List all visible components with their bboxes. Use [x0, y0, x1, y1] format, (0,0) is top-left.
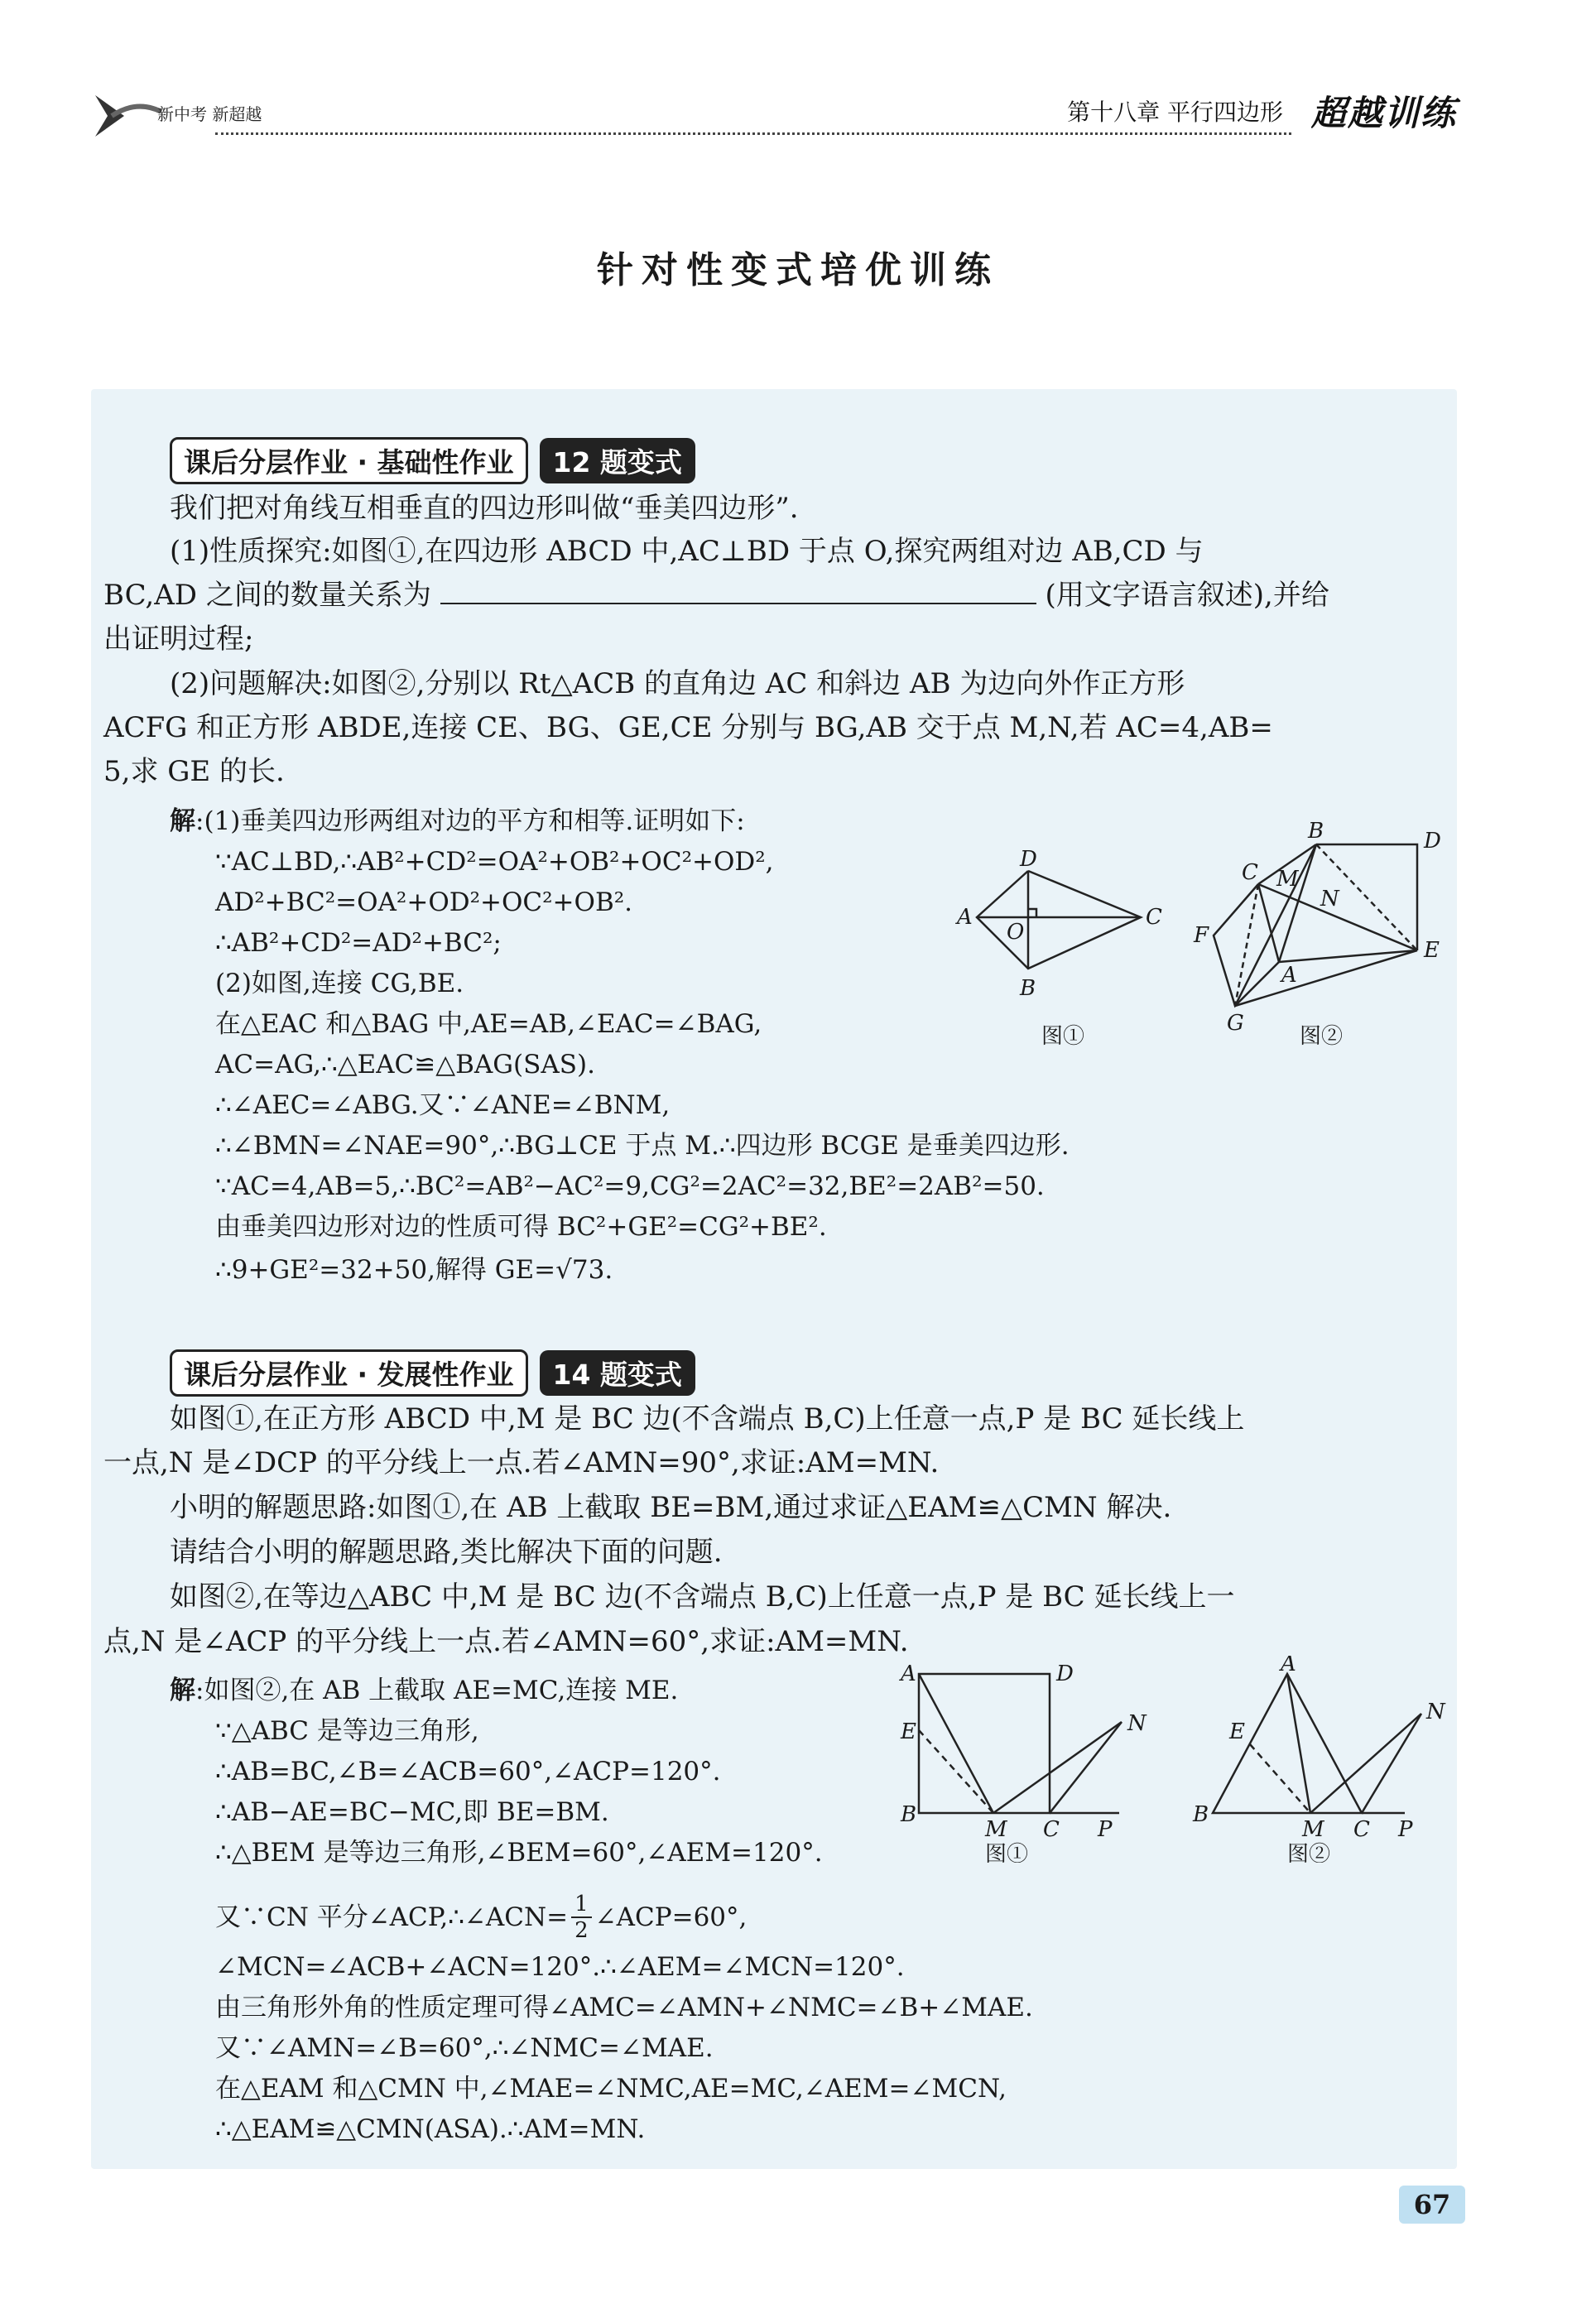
solution1-line — [170, 801, 745, 841]
label-e: E — [901, 1719, 916, 1744]
solution2-line: ∵△ABC 是等边三角形, — [215, 1716, 479, 1746]
fraction-numerator: 1 — [574, 1892, 589, 1916]
brand-name: 新中考 新超越 — [157, 104, 262, 124]
label-d: D — [1424, 829, 1441, 854]
chapter-title: 第十八章 平行四边形 — [1067, 99, 1283, 126]
label-o: O — [1007, 920, 1025, 945]
section2-label — [170, 1349, 695, 1397]
fraction-denominator: 2 — [571, 1916, 592, 1943]
solution1-line: ∴∠BMN=∠NAE=90°,∴BG⊥CE 于点 M.∴四边形 BCGE 是垂美四边形. — [215, 1131, 1070, 1161]
problem1-line: (2)问题解决:如图②,分别以 Rt△ACB 的直角边 AC 和斜边 AB 为边向外作正方形 — [170, 667, 1185, 700]
label-a: A — [901, 1662, 916, 1686]
label-f: F — [1194, 923, 1209, 948]
section1-badge: 12 题变式 — [540, 438, 695, 483]
solution2-line: ∠MCN=∠ACB+∠ACN=120°.∴∠AEM=∠MCN=120°. — [215, 1952, 905, 1982]
problem2-line: 一点,N 是∠DCP 的平分线上一点.若∠AMN=90°,求证:AM=MN. — [103, 1446, 940, 1479]
problem2-line: 请结合小明的解题思路,类比解决下面的问题. — [170, 1536, 723, 1569]
section1-label — [170, 437, 695, 484]
label-n: N — [1320, 887, 1339, 911]
problem1-text: BC,AD 之间的数量关系为 — [103, 579, 431, 612]
solution2-line: ∴AB=BC,∠B=∠ACB=60°,∠ACP=120°. — [215, 1757, 721, 1787]
solution2-line: 又∵∠AMN=∠B=60°,∴∠NMC=∠MAE. — [215, 2033, 714, 2063]
problem2-line: 如图①,在正方形 ABCD 中,M 是 BC 边(不含端点 B,C)上任意一点,P 是 BC 延长线上 — [170, 1402, 1245, 1436]
solution2-line — [215, 1892, 747, 1943]
label-b: B — [1308, 820, 1324, 844]
problem1-line: (1)性质探究:如图①,在四边形 ABCD 中,AC⊥BD 于点 O,探究两组对边 AB,CD 与 — [170, 535, 1204, 568]
figure1-caption: 图① — [1041, 1024, 1085, 1049]
fraction-half — [571, 1892, 592, 1943]
solution-text: :(1)垂美四边形两组对边的平方和相等.证明如下: — [195, 806, 745, 836]
section1-tag: 课后分层作业 · 基础性作业 — [170, 437, 528, 484]
solution1-line: ∴9+GE²=32+50,解得 GE=√73. — [215, 1255, 613, 1285]
label-n: N — [1426, 1700, 1445, 1724]
solution2-line: ∴△BEM 是等边三角形,∠BEM=60°,∠AEM=120°. — [215, 1838, 823, 1868]
figure2-squares — [1184, 820, 1457, 1060]
figure2-caption: 图② — [1300, 1024, 1344, 1049]
solution1-line: 在△EAC 和△BAG 中,AE=AB,∠EAC=∠BAG, — [215, 1009, 762, 1039]
solution2-line: ∴AB−AE=BC−MC,即 BE=BM. — [215, 1797, 609, 1827]
label-m: M — [985, 1817, 1007, 1842]
solution1-line: ∵AC=4,AB=5,∴BC²=AB²−AC²=9,CG²=2AC²=32,BE²=2AB²=50. — [215, 1171, 1045, 1201]
section2-badge: 14 题变式 — [540, 1350, 695, 1396]
problem1-line: 5,求 GE 的长. — [103, 755, 285, 788]
label-g: G — [1227, 1011, 1244, 1036]
solution2-line: ∴△EAM≌△CMN(ASA).∴AM=MN. — [215, 2114, 646, 2144]
solution2-line: 由三角形外角的性质定理可得∠AMC=∠AMN+∠NMC=∠B+∠MAE. — [215, 1993, 1033, 2022]
label-p: P — [1398, 1817, 1413, 1842]
problem1-line: 我们把对角线互相垂直的四边形叫做“垂美四边形”. — [170, 492, 799, 525]
label-m: M — [1302, 1817, 1324, 1842]
problem2-line: 小明的解题思路:如图①,在 AB 上截取 BE=BM,通过求证△EAM≌△CMN 解决. — [170, 1491, 1172, 1524]
label-c: C — [1146, 905, 1162, 930]
solution-label: 解 — [170, 806, 195, 836]
solution1-line: ∴∠AEC=∠ABG.又∵∠ANE=∠BNM, — [215, 1090, 671, 1120]
label-m: M — [1276, 867, 1299, 892]
solution1-line: AD²+BC²=OA²+OD²+OC²+OB². — [215, 887, 633, 917]
answer-blank — [440, 575, 1036, 604]
figure2-triangle — [1188, 1656, 1453, 1863]
problem1-line — [103, 574, 1461, 617]
solution-text: :如图②,在 AB 上截取 AE=MC,连接 ME. — [195, 1676, 679, 1705]
solution2-line — [170, 1671, 678, 1710]
solution1-line: ∴AB²+CD²=AD²+BC²; — [215, 928, 502, 958]
solution-label: 解 — [170, 1676, 195, 1705]
label-d: D — [1056, 1662, 1074, 1686]
label-e: E — [1424, 938, 1440, 963]
page-header — [91, 83, 1457, 141]
solution-text: 又∵CN 平分∠ACP,∴∠ACN= — [215, 1902, 569, 1932]
problem1-text: (用文字语言叙述),并给 — [1045, 579, 1329, 612]
figure1-quadrilateral — [952, 836, 1175, 1060]
figure1-caption: 图① — [985, 1842, 1029, 1863]
label-c: C — [1242, 860, 1258, 885]
label-b: B — [901, 1802, 917, 1827]
solution1-line: ∵AC⊥BD,∴AB²+CD²=OA²+OB²+OC²+OD², — [215, 847, 774, 877]
figure1-square — [894, 1656, 1159, 1863]
label-b: B — [1193, 1802, 1209, 1827]
solution1-line: AC=AG,∴△EAC≌△BAG(SAS). — [215, 1050, 595, 1080]
label-b: B — [1020, 976, 1036, 1001]
label-d: D — [1020, 847, 1037, 872]
problem2-line: 如图②,在等边△ABC 中,M 是 BC 边(不含端点 B,C)上任意一点,P 是 BC 延长线上一 — [170, 1580, 1235, 1613]
page-number: 67 — [1399, 2186, 1465, 2224]
section2-tag: 课后分层作业 · 发展性作业 — [170, 1349, 528, 1397]
label-c: C — [1043, 1817, 1060, 1842]
label-a: A — [1281, 963, 1297, 988]
solution1-line: (2)如图,连接 CG,BE. — [215, 969, 464, 998]
label-e: E — [1229, 1719, 1245, 1744]
problem2-line: 点,N 是∠ACP 的平分线上一点.若∠AMN=60°,求证:AM=MN. — [103, 1625, 909, 1658]
brand-logo-icon — [91, 91, 166, 141]
solution1-line: 由垂美四边形对边的性质可得 BC²+GE²=CG²+BE². — [215, 1212, 827, 1242]
solution2-line: 在△EAM 和△CMN 中,∠MAE=∠NMC,AE=MC,∠AEM=∠MCN, — [215, 2074, 1007, 2104]
label-c: C — [1353, 1817, 1370, 1842]
label-p: P — [1098, 1817, 1113, 1842]
label-a: A — [957, 905, 973, 930]
figure2-caption: 图② — [1287, 1842, 1331, 1863]
problem1-line: ACFG 和正方形 ABDE,连接 CE、BG、GE,CE 分别与 BG,AB 交于点 M,N,若 AC=4,AB= — [103, 711, 1273, 744]
series-title: 超越训练 — [1310, 93, 1457, 133]
label-a: A — [1281, 1656, 1296, 1676]
problem1-line: 出证明过程; — [103, 623, 254, 656]
page-title: 针对性变式培优训练 — [597, 249, 999, 291]
solution-text: ∠ACP=60°, — [594, 1902, 748, 1932]
label-n: N — [1127, 1711, 1147, 1736]
header-divider — [215, 132, 1291, 135]
